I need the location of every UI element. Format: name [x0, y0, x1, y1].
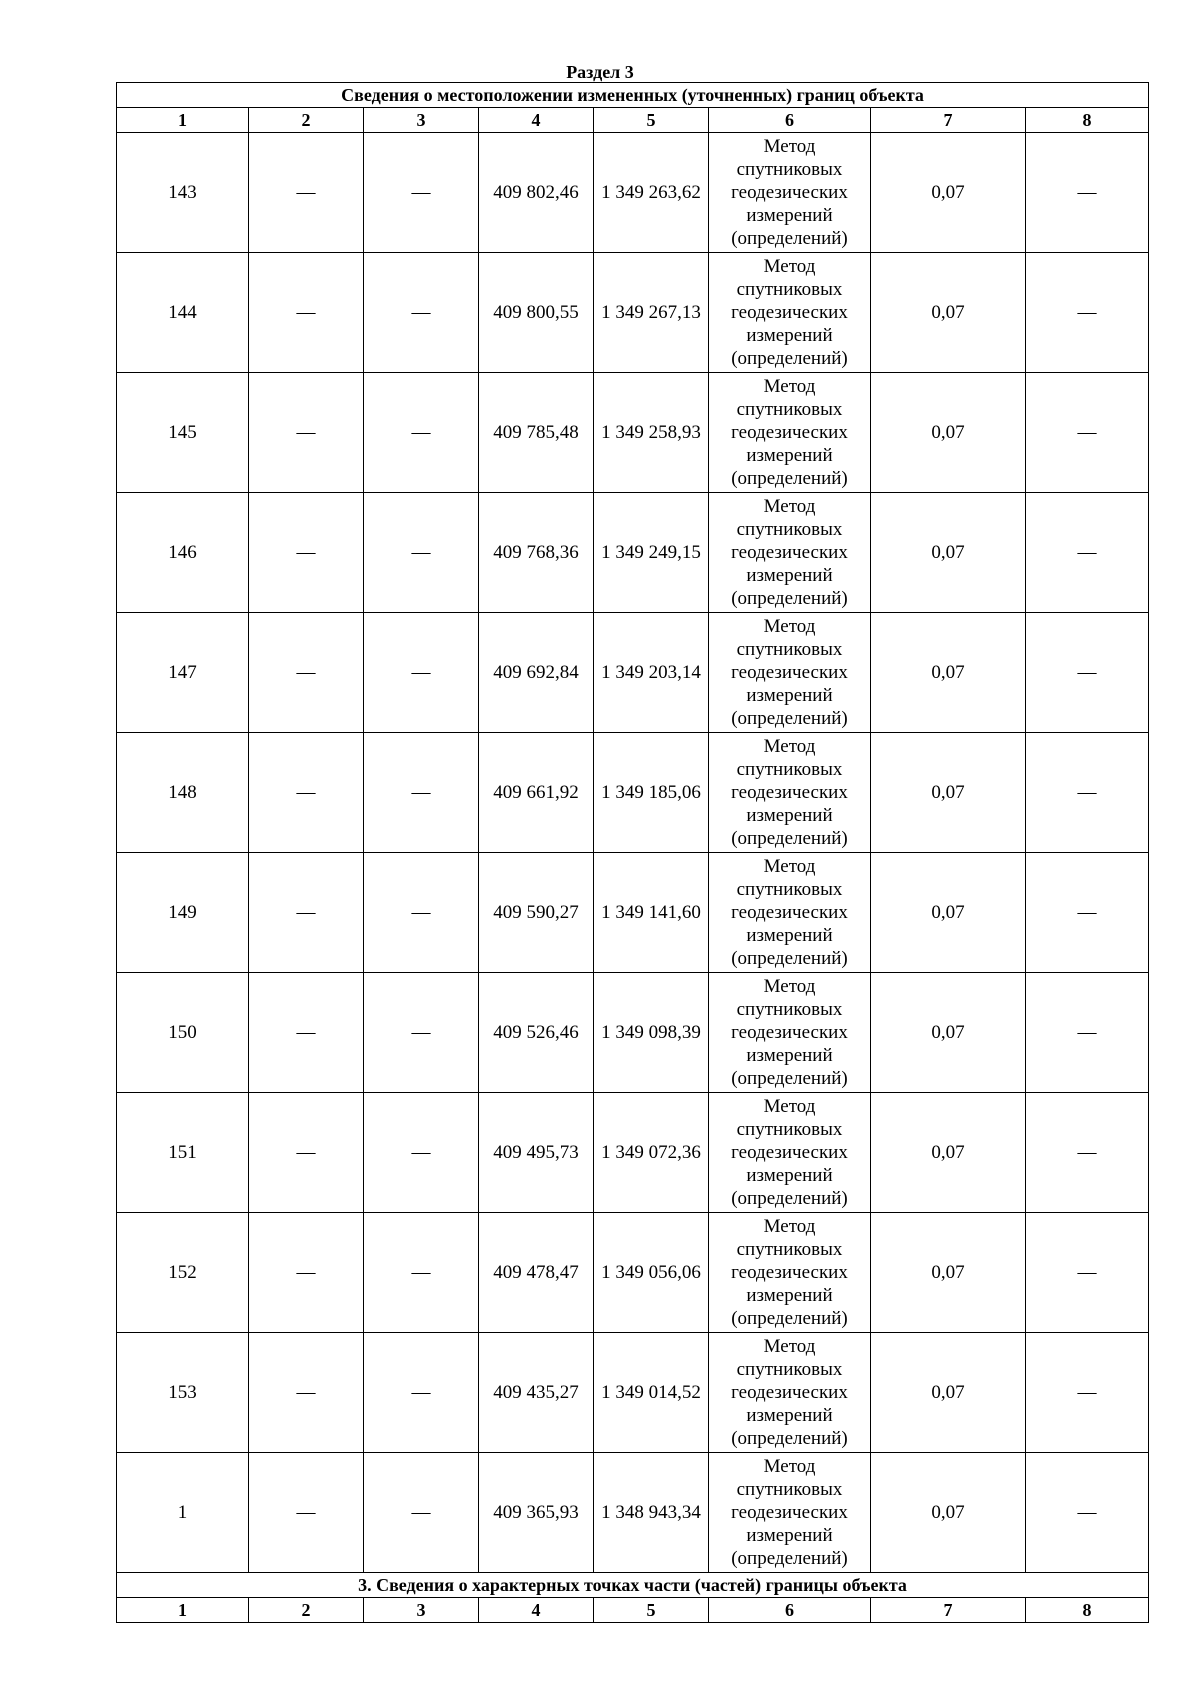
column-number: 3 [364, 108, 479, 133]
method-line: Метод [763, 736, 816, 757]
method-line: спутниковых [736, 759, 843, 780]
table-row [117, 1213, 1149, 1333]
accuracy-cell: 0,07 [871, 613, 1026, 733]
empty-value-dash: — [411, 182, 431, 203]
empty-value-dash: — [411, 1262, 431, 1283]
subsection-column-number: 4 [479, 1598, 594, 1623]
column-8-cell [1026, 973, 1149, 1093]
subsection-column-number: 7 [871, 1598, 1026, 1623]
method-cell [709, 853, 871, 973]
empty-value-dash: — [411, 1022, 431, 1043]
coordinate-y-cell: 1 349 258,93 [594, 373, 709, 493]
method-cell [709, 1333, 871, 1453]
column-8-cell [1026, 493, 1149, 613]
empty-value-dash: — [296, 1142, 316, 1163]
column-2-cell [249, 1453, 364, 1573]
column-8-cell [1026, 253, 1149, 373]
method-line: геодезических [731, 1502, 848, 1523]
method-cell [709, 373, 871, 493]
column-3-cell [364, 493, 479, 613]
column-8-cell [1026, 373, 1149, 493]
point-number-cell: 153 [117, 1333, 249, 1453]
method-cell [709, 133, 871, 253]
method-line: Метод [763, 1216, 816, 1237]
table-row [117, 133, 1149, 253]
method-line: Метод [763, 976, 816, 997]
method-line: (определений) [731, 948, 848, 969]
column-3-cell [364, 973, 479, 1093]
column-8-cell [1026, 613, 1149, 733]
method-line: спутниковых [736, 519, 843, 540]
method-line: (определений) [731, 1428, 848, 1449]
column-8-cell [1026, 1093, 1149, 1213]
point-number-cell: 147 [117, 613, 249, 733]
empty-value-dash: — [1077, 1502, 1097, 1523]
empty-value-dash: — [411, 782, 431, 803]
empty-value-dash: — [1077, 902, 1097, 923]
column-number: 6 [709, 108, 871, 133]
method-line: (определений) [731, 828, 848, 849]
method-line: (определений) [731, 228, 848, 249]
table-row [117, 1453, 1149, 1573]
method-line: геодезических [731, 902, 848, 923]
method-line: спутниковых [736, 1239, 843, 1260]
method-cell [709, 1213, 871, 1333]
accuracy-cell: 0,07 [871, 373, 1026, 493]
coordinate-y-cell: 1 349 014,52 [594, 1333, 709, 1453]
column-8-cell [1026, 733, 1149, 853]
method-cell [709, 1453, 871, 1573]
coordinate-y-cell: 1 349 056,06 [594, 1213, 709, 1333]
method-line: измерений [746, 925, 833, 946]
coordinate-y-cell: 1 349 203,14 [594, 613, 709, 733]
empty-value-dash: — [1077, 1022, 1097, 1043]
column-numbers-row [117, 108, 1149, 133]
coordinate-x-cell: 409 526,46 [479, 973, 594, 1093]
coordinate-y-cell: 1 349 267,13 [594, 253, 709, 373]
column-8-cell [1026, 1333, 1149, 1453]
coordinate-y-cell: 1 349 185,06 [594, 733, 709, 853]
column-3-cell [364, 733, 479, 853]
coordinate-x-cell: 409 478,47 [479, 1213, 594, 1333]
table-caption-row [117, 83, 1149, 108]
table-caption: Сведения о местоположении измененных (уточненных) границ объекта [117, 83, 1149, 108]
method-cell [709, 733, 871, 853]
column-2-cell [249, 853, 364, 973]
coordinate-x-cell: 409 802,46 [479, 133, 594, 253]
method-line: (определений) [731, 468, 848, 489]
column-3-cell [364, 1213, 479, 1333]
method-line: геодезических [731, 1022, 848, 1043]
table-row [117, 733, 1149, 853]
point-number-cell: 148 [117, 733, 249, 853]
method-line: измерений [746, 565, 833, 586]
subsection-column-number: 5 [594, 1598, 709, 1623]
column-2-cell [249, 253, 364, 373]
empty-value-dash: — [296, 1502, 316, 1523]
method-line: Метод [763, 1336, 816, 1357]
empty-value-dash: — [411, 1382, 431, 1403]
column-3-cell [364, 1333, 479, 1453]
empty-value-dash: — [1077, 302, 1097, 323]
column-3-cell [364, 253, 479, 373]
method-line: Метод [763, 1456, 816, 1477]
coordinate-x-cell: 409 785,48 [479, 373, 594, 493]
method-line: Метод [763, 856, 816, 877]
column-8-cell [1026, 1453, 1149, 1573]
method-line: измерений [746, 1045, 833, 1066]
column-2-cell [249, 613, 364, 733]
accuracy-cell: 0,07 [871, 1333, 1026, 1453]
method-line: спутниковых [736, 879, 843, 900]
coordinate-x-cell: 409 768,36 [479, 493, 594, 613]
method-line: измерений [746, 1525, 833, 1546]
empty-value-dash: — [296, 782, 316, 803]
coordinate-x-cell: 409 590,27 [479, 853, 594, 973]
empty-value-dash: — [296, 1382, 316, 1403]
point-number-cell: 143 [117, 133, 249, 253]
table-row [117, 253, 1149, 373]
point-number-cell: 1 [117, 1453, 249, 1573]
column-2-cell [249, 973, 364, 1093]
accuracy-cell: 0,07 [871, 853, 1026, 973]
coordinate-x-cell: 409 365,93 [479, 1453, 594, 1573]
accuracy-cell: 0,07 [871, 133, 1026, 253]
method-line: Метод [763, 376, 816, 397]
empty-value-dash: — [411, 1502, 431, 1523]
empty-value-dash: — [1077, 422, 1097, 443]
accuracy-cell: 0,07 [871, 1213, 1026, 1333]
table-row [117, 853, 1149, 973]
point-number-cell: 145 [117, 373, 249, 493]
subsection-column-number: 6 [709, 1598, 871, 1623]
subsection-column-number: 3 [364, 1598, 479, 1623]
accuracy-cell: 0,07 [871, 1453, 1026, 1573]
method-line: (определений) [731, 1308, 848, 1329]
empty-value-dash: — [1077, 542, 1097, 563]
table-row [117, 1333, 1149, 1453]
method-cell [709, 613, 871, 733]
method-line: (определений) [731, 1068, 848, 1089]
column-2-cell [249, 373, 364, 493]
method-line: (определений) [731, 588, 848, 609]
empty-value-dash: — [296, 662, 316, 683]
method-line: измерений [746, 805, 833, 826]
empty-value-dash: — [296, 542, 316, 563]
method-cell [709, 973, 871, 1093]
empty-value-dash: — [296, 902, 316, 923]
column-2-cell [249, 1093, 364, 1213]
method-line: спутниковых [736, 1359, 843, 1380]
empty-value-dash: — [1077, 1142, 1097, 1163]
empty-value-dash: — [1077, 782, 1097, 803]
empty-value-dash: — [411, 422, 431, 443]
empty-value-dash: — [411, 1142, 431, 1163]
coordinate-y-cell: 1 349 072,36 [594, 1093, 709, 1213]
accuracy-cell: 0,07 [871, 733, 1026, 853]
column-3-cell [364, 613, 479, 733]
method-line: Метод [763, 616, 816, 637]
method-line: Метод [763, 1096, 816, 1117]
method-line: геодезических [731, 422, 848, 443]
column-3-cell [364, 1093, 479, 1213]
method-line: спутниковых [736, 999, 843, 1020]
empty-value-dash: — [296, 302, 316, 323]
method-line: Метод [763, 496, 816, 517]
method-line: (определений) [731, 708, 848, 729]
column-number: 5 [594, 108, 709, 133]
column-number: 1 [117, 108, 249, 133]
column-2-cell [249, 133, 364, 253]
column-2-cell [249, 1213, 364, 1333]
section-title: Раздел 3 [566, 62, 634, 82]
coordinate-x-cell: 409 661,92 [479, 733, 594, 853]
point-number-cell: 146 [117, 493, 249, 613]
method-line: Метод [763, 256, 816, 277]
empty-value-dash: — [1077, 1262, 1097, 1283]
table-row [117, 1093, 1149, 1213]
empty-value-dash: — [411, 662, 431, 683]
method-line: спутниковых [736, 639, 843, 660]
empty-value-dash: — [296, 1262, 316, 1283]
method-line: геодезических [731, 302, 848, 323]
method-line: геодезических [731, 182, 848, 203]
point-number-cell: 144 [117, 253, 249, 373]
column-2-cell [249, 493, 364, 613]
column-3-cell [364, 853, 479, 973]
method-line: геодезических [731, 1382, 848, 1403]
subsection-column-numbers-row [117, 1598, 1149, 1623]
column-3-cell [364, 1453, 479, 1573]
method-line: измерений [746, 445, 833, 466]
empty-value-dash: — [1077, 1382, 1097, 1403]
subsection-caption-row [117, 1573, 1149, 1598]
method-line: геодезических [731, 1142, 848, 1163]
column-8-cell [1026, 1213, 1149, 1333]
method-line: геодезических [731, 662, 848, 683]
accuracy-cell: 0,07 [871, 253, 1026, 373]
method-line: геодезических [731, 782, 848, 803]
table-row [117, 493, 1149, 613]
method-line: спутниковых [736, 159, 843, 180]
subsection-column-number: 8 [1026, 1598, 1149, 1623]
table-row [117, 373, 1149, 493]
column-number: 7 [871, 108, 1026, 133]
method-cell [709, 493, 871, 613]
method-line: спутниковых [736, 279, 843, 300]
empty-value-dash: — [411, 542, 431, 563]
column-8-cell [1026, 133, 1149, 253]
point-number-cell: 151 [117, 1093, 249, 1213]
column-number: 2 [249, 108, 364, 133]
point-number-cell: 149 [117, 853, 249, 973]
accuracy-cell: 0,07 [871, 973, 1026, 1093]
subsection-column-number: 1 [117, 1598, 249, 1623]
empty-value-dash: — [1077, 662, 1097, 683]
method-line: (определений) [731, 1548, 848, 1569]
empty-value-dash: — [296, 422, 316, 443]
method-line: спутниковых [736, 1119, 843, 1140]
method-line: Метод [763, 136, 816, 157]
method-cell [709, 1093, 871, 1213]
accuracy-cell: 0,07 [871, 1093, 1026, 1213]
table-row [117, 613, 1149, 733]
method-line: измерений [746, 1285, 833, 1306]
point-number-cell: 152 [117, 1213, 249, 1333]
coordinate-y-cell: 1 349 141,60 [594, 853, 709, 973]
column-3-cell [364, 373, 479, 493]
table-row [117, 973, 1149, 1093]
method-line: геодезических [731, 1262, 848, 1283]
coordinate-y-cell: 1 348 943,34 [594, 1453, 709, 1573]
method-line: геодезических [731, 542, 848, 563]
coordinate-y-cell: 1 349 098,39 [594, 973, 709, 1093]
method-line: измерений [746, 205, 833, 226]
method-line: измерений [746, 685, 833, 706]
method-line: спутниковых [736, 1479, 843, 1500]
method-line: (определений) [731, 348, 848, 369]
column-2-cell [249, 733, 364, 853]
empty-value-dash: — [296, 182, 316, 203]
method-line: измерений [746, 1405, 833, 1426]
coordinate-x-cell: 409 435,27 [479, 1333, 594, 1453]
coordinate-x-cell: 409 495,73 [479, 1093, 594, 1213]
column-number: 8 [1026, 108, 1149, 133]
coordinate-y-cell: 1 349 263,62 [594, 133, 709, 253]
empty-value-dash: — [411, 302, 431, 323]
column-number: 4 [479, 108, 594, 133]
empty-value-dash: — [411, 902, 431, 923]
column-2-cell [249, 1333, 364, 1453]
accuracy-cell: 0,07 [871, 493, 1026, 613]
method-cell [709, 253, 871, 373]
column-8-cell [1026, 853, 1149, 973]
method-line: измерений [746, 325, 833, 346]
method-line: измерений [746, 1165, 833, 1186]
subsection-caption: 3. Сведения о характерных точках части (частей) границы объекта [117, 1573, 1149, 1598]
coordinate-y-cell: 1 349 249,15 [594, 493, 709, 613]
method-line: спутниковых [736, 399, 843, 420]
column-3-cell [364, 133, 479, 253]
empty-value-dash: — [1077, 182, 1097, 203]
coordinate-x-cell: 409 692,84 [479, 613, 594, 733]
method-line: (определений) [731, 1188, 848, 1209]
coordinate-x-cell: 409 800,55 [479, 253, 594, 373]
empty-value-dash: — [296, 1022, 316, 1043]
boundary-points-table [116, 82, 1149, 1623]
point-number-cell: 150 [117, 973, 249, 1093]
subsection-column-number: 2 [249, 1598, 364, 1623]
